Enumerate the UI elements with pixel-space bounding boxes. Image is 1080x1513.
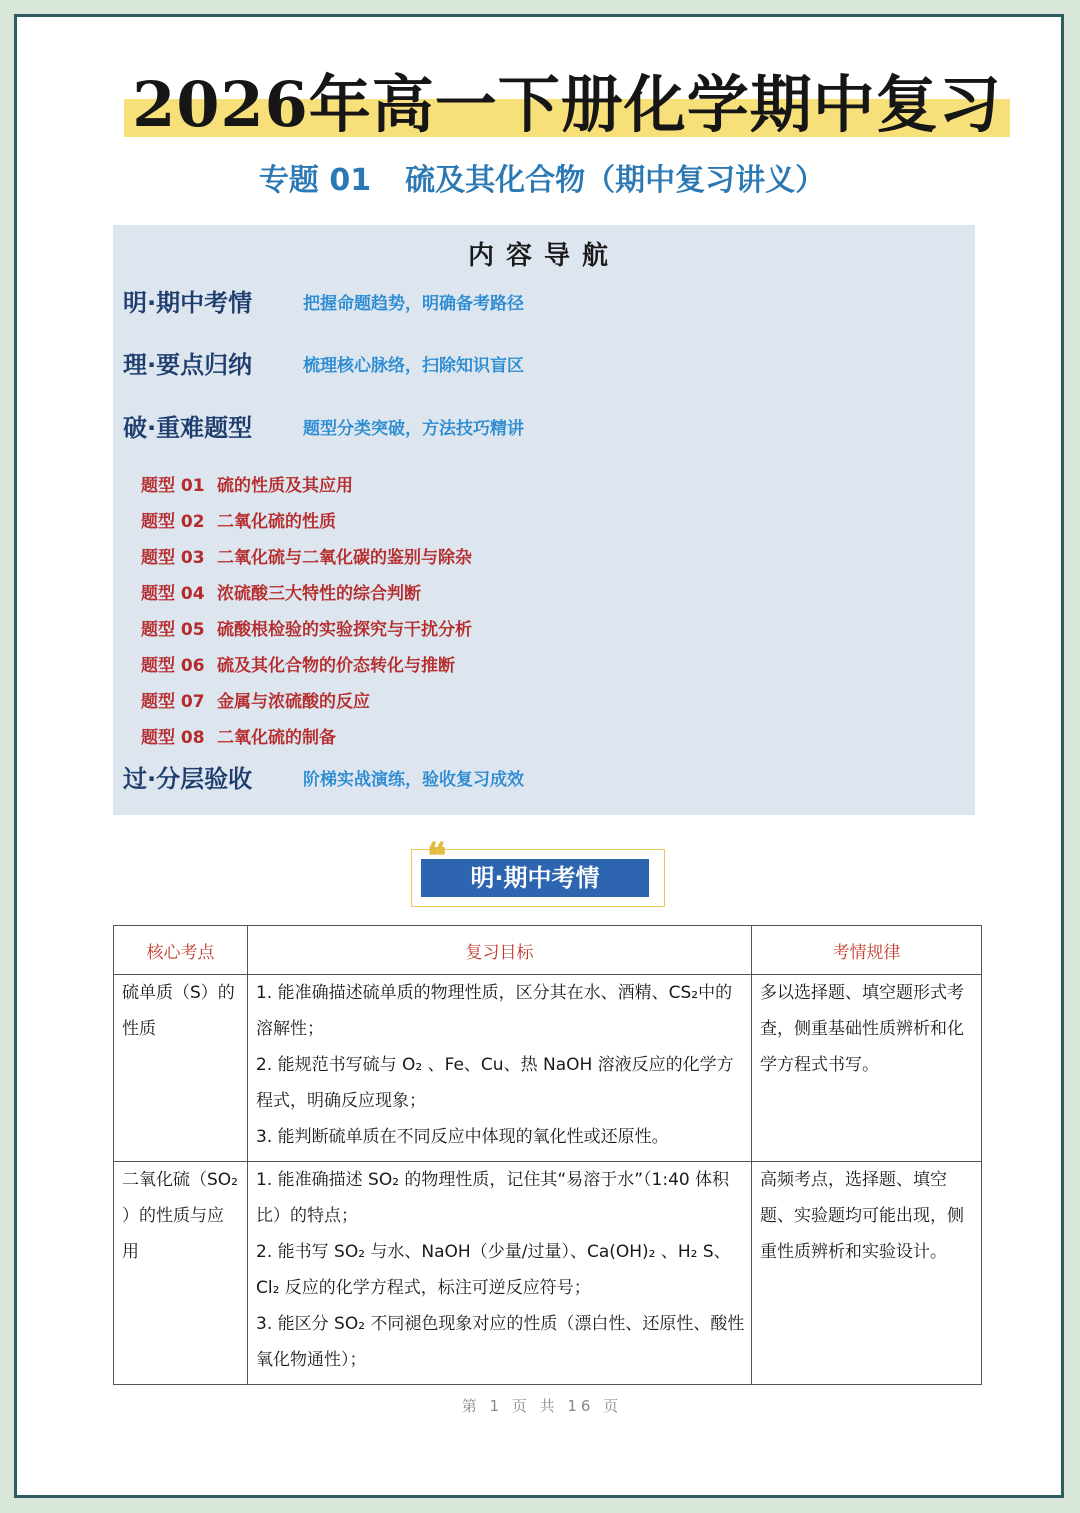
pattern-cell: 高频考点，选择题、填空题、实验题均可能出现，侧重性质辨析和实验设计。 — [752, 1162, 982, 1385]
question-type-number: 题型 02 — [141, 512, 205, 532]
nav-section-desc: 把握命题趋势，明确备考路径 — [303, 294, 524, 314]
topic-cell: 硫单质（S）的性质 — [114, 975, 248, 1162]
pattern-cell: 多以选择题、填空题形式考查，侧重基础性质辨析和化学方程式书写。 — [752, 975, 982, 1162]
goals-cell — [248, 975, 752, 1162]
nav-section-label: 过·分层验收 — [123, 765, 253, 793]
topic-cell: 二氧化硫（SO₂ ）的性质与应用 — [114, 1162, 248, 1385]
question-type-title: 二氧化硫的性质 — [217, 512, 336, 532]
question-type-number: 题型 05 — [141, 620, 205, 640]
badge-label: 明·期中考情 — [421, 859, 649, 897]
nav-section-desc: 梳理核心脉络，扫除知识盲区 — [303, 356, 524, 376]
question-type-number: 题型 04 — [141, 584, 205, 604]
document-page — [14, 14, 1064, 1498]
question-type-title: 浓硫酸三大特性的综合判断 — [217, 584, 421, 604]
goal-line: 1. 能准确描述硫单质的物理性质，区分其在水、酒精、CS₂中的溶解性； — [256, 983, 733, 1039]
table-row — [114, 975, 982, 1162]
question-type-number: 题型 08 — [141, 728, 205, 748]
title-block — [124, 49, 1010, 139]
quote-mark-icon: ❝ — [427, 835, 447, 877]
question-type-title: 金属与浓硫酸的反应 — [217, 692, 370, 712]
page-title: 2026年高一下册化学期中复习 — [132, 68, 1002, 141]
question-type-number: 题型 01 — [141, 476, 205, 496]
question-type-title: 硫的性质及其应用 — [217, 476, 353, 496]
question-type-title: 二氧化硫与二氧化碳的鉴别与除杂 — [217, 548, 472, 568]
nav-section-desc: 题型分类突破，方法技巧精讲 — [303, 419, 524, 439]
subtitle-code: 专题 01 — [258, 163, 372, 198]
section-badge — [409, 835, 669, 913]
table-header-cell: 考情规律 — [752, 926, 982, 975]
question-type-number: 题型 06 — [141, 656, 205, 676]
table-header-row — [114, 926, 982, 975]
question-type-title: 二氧化硫的制备 — [217, 728, 336, 748]
nav-section-desc: 阶梯实战演练，验收复习成效 — [303, 770, 524, 790]
subtitle — [17, 155, 1067, 199]
goal-line: 2. 能规范书写硫与 O₂ 、Fe、Cu、热 NaOH 溶液反应的化学方程式，明确反应现象； — [256, 1055, 734, 1111]
question-type-title: 硫酸根检验的实验探究与干扰分析 — [217, 620, 472, 640]
page-number-footer: 第 1 页 共 16 页 — [461, 1397, 623, 1415]
goal-line: 2. 能书写 SO₂ 与水、NaOH（少量/过量）、Ca(OH)₂ 、H₂ S、Cl₂ 反应的化学方程式，标注可逆反应符号； — [256, 1242, 731, 1298]
nav-section-label: 明·期中考情 — [123, 289, 253, 317]
table-row — [114, 1162, 982, 1385]
nav-section-label: 破·重难题型 — [123, 414, 253, 442]
exam-trends-table — [113, 925, 982, 1385]
goal-line: 3. 能判断硫单质在不同反应中体现的氧化性或还原性。 — [256, 1127, 669, 1147]
question-type-number: 题型 03 — [141, 548, 205, 568]
table-header-cell: 核心考点 — [114, 926, 248, 975]
goals-cell — [248, 1162, 752, 1385]
table-header-cell: 复习目标 — [248, 926, 752, 975]
subtitle-text: 硫及其化合物（期中复习讲义） — [405, 163, 826, 198]
question-type-title: 硫及其化合物的价态转化与推断 — [217, 656, 455, 676]
nav-heading: 内容导航 — [467, 241, 620, 271]
content-navigation — [113, 225, 975, 815]
nav-section-label: 理·要点归纳 — [123, 351, 253, 379]
question-type-number: 题型 07 — [141, 692, 205, 712]
goal-line: 1. 能准确描述 SO₂ 的物理性质，记住其“易溶于水”（1:40 体积比）的特点； — [256, 1170, 730, 1226]
goal-line: 3. 能区分 SO₂ 不同褪色现象对应的性质（漂白性、还原性、酸性氧化物通性）； — [256, 1314, 745, 1370]
